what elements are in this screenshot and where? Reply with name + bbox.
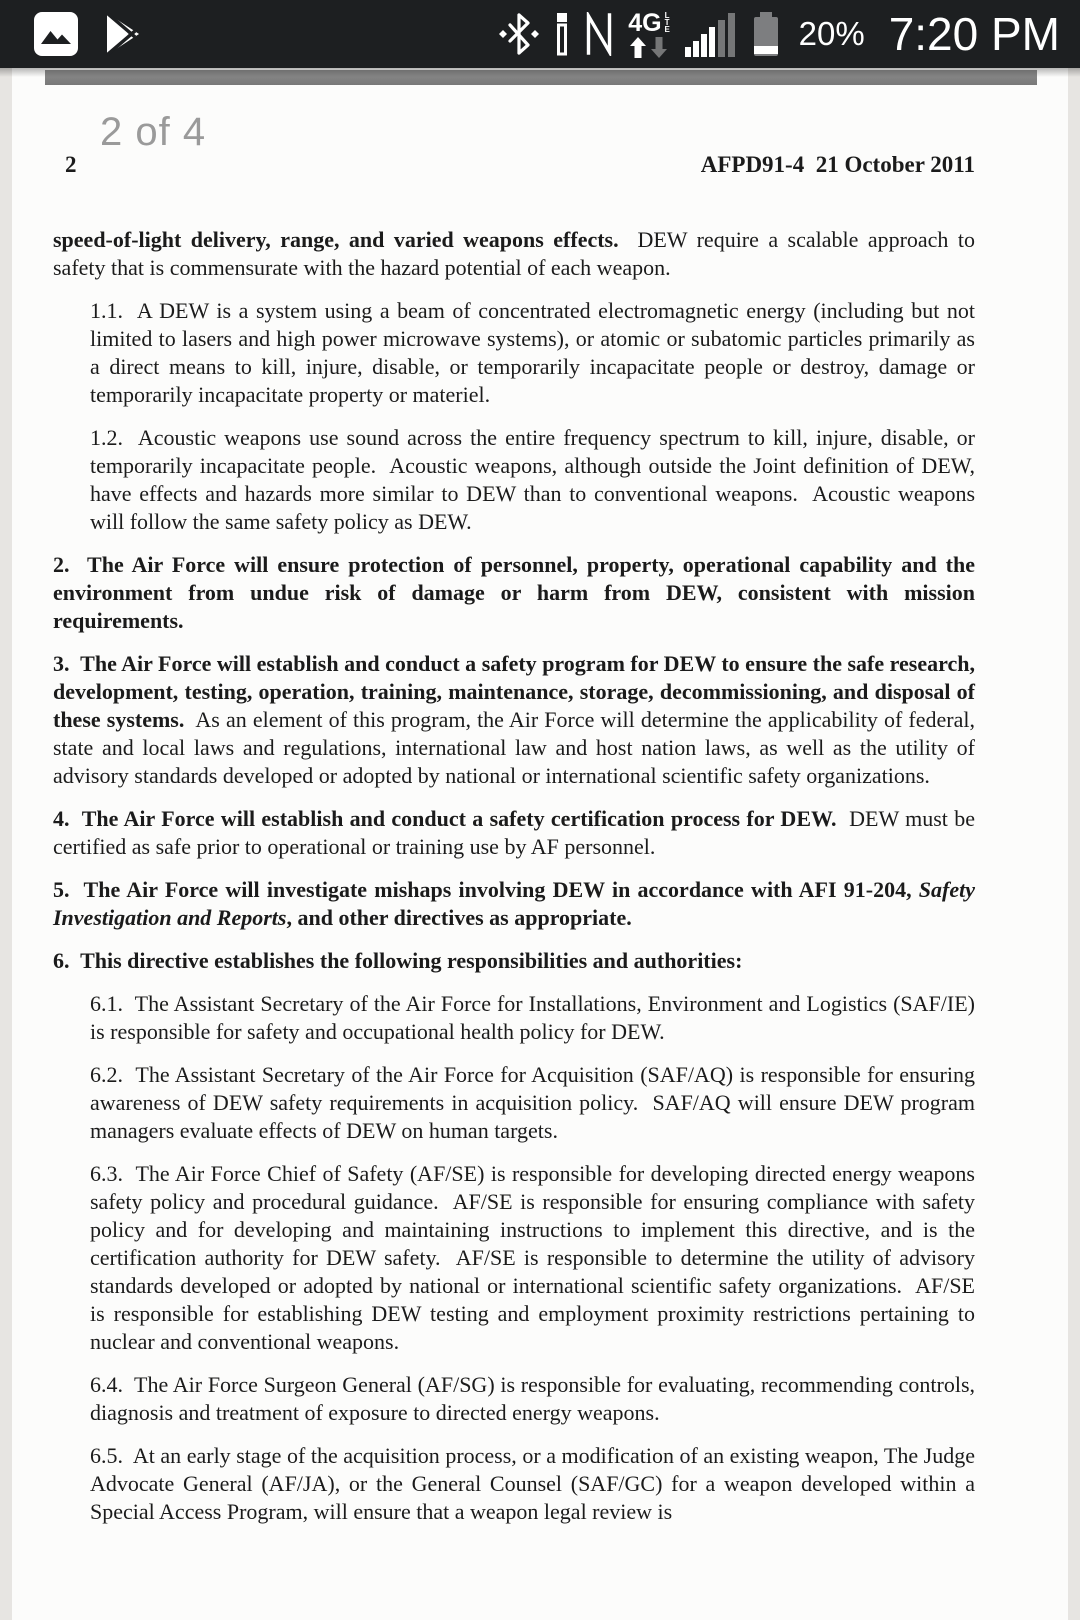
network-type-label: 4G	[628, 9, 662, 37]
document-page-number: 2	[65, 152, 77, 177]
page-indicator-overlay: 2 of 4	[100, 110, 207, 154]
page-top-edge-shadow	[45, 70, 1037, 85]
paragraph: 5. The Air Force will investigate mishaps involving DEW in accordance with AFI 91-204, Safety Investigation and Reports, and other directives as appropriate.	[53, 877, 981, 930]
network-type-indicator	[628, 11, 670, 59]
signal-strength-icon	[685, 11, 737, 57]
status-bar[interactable]	[0, 0, 1080, 68]
paragraph: speed-of-light delivery, range, and varied weapons effects. DEW require a scalable approach to safety that is commensurate with the hazard potential of each weapon.	[53, 227, 981, 280]
battery-percent-label: 20%	[798, 15, 865, 52]
paragraph: 6.3. The Air Force Chief of Safety (AF/SE) is responsible for developing directed energy weapons safety policy and procedural guidance. AF/SE is responsible for ensuring compliance with safety policy and for developing and maintaining instructions to implement this directive, and is the certification authority for DEW safety. AF/SE is responsible to determine the utility of advisory standards developed or adopted by national or international scientific safety organizations. AF/SE is responsible for establishing DEW testing and employment proximity restrictions pertaining to nuclear and conventional weapons.	[90, 1161, 981, 1354]
paragraph: 1.2. Acoustic weapons use sound across the entire frequency spectrum to kill, injure, disable, or temporarily incapacitate people. Acoustic weapons, although outside the Joint definition of DEW, have effects and hazards more similar to DEW than to conventional weapons. Acoustic weapons will follow the same safety policy as DEW.	[90, 425, 981, 534]
gallery-icon	[33, 11, 79, 57]
bluetooth-connected-icon	[498, 11, 540, 57]
paragraph: 1.1. A DEW is a system using a beam of concentrated electromagnetic energy (including but not limited to lasers and high power microwave systems), or atomic or subatomic particles primarily as a direct means to kill, injure, disable, or temporarily incapacitate people or destroy, damage or temporarily incapacitate property or materiel.	[90, 298, 981, 407]
paragraph: 6.1. The Assistant Secretary of the Air Force for Installations, Environment and Logistics (SAF/IE) is responsible for safety and occupational health policy for DEW.	[90, 991, 981, 1044]
status-bar-notification-icons	[33, 10, 147, 58]
mobile-data-arrows-icon	[628, 36, 670, 59]
pdf-viewer	[0, 68, 1080, 1620]
document-header-title: AFPD91-4 21 October 2011	[700, 152, 975, 177]
battery-icon	[751, 10, 781, 58]
nfc-icon	[584, 12, 614, 56]
play-store-icon	[101, 10, 147, 58]
document-page[interactable]	[12, 68, 1068, 1620]
paragraph: 6. This directive establishes the following responsibilities and authorities:	[53, 948, 743, 973]
document-content	[53, 150, 981, 1541]
paragraph: 6.4. The Air Force Surgeon General (AF/SG) is responsible for evaluating, recommending controls, diagnosis and treatment of exposure to directed energy weapons.	[90, 1372, 981, 1425]
paragraph: 6.5. At an early stage of the acquisition process, or a modification of an existing weapon, The Judge Advocate General (AF/JA), or the General Counsel (SAF/GC) for a weapon developed within a Special Access Program, will ensure that a weapon legal review is	[90, 1443, 981, 1524]
clock-label: 7:20 PM	[888, 8, 1060, 60]
paragraph: 6.2. The Assistant Secretary of the Air Force for Acquisition (SAF/AQ) is responsible for ensuring awareness of DEW safety requirements in acquisition policy. SAF/AQ will ensure DEW program managers evaluate effects of DEW on human targets.	[90, 1062, 981, 1143]
paragraph: 3. The Air Force will establish and conduct a safety program for DEW to ensure the safe research, development, testing, operation, training, maintenance, storage, decommissioning, and disposal of these systems. As an element of this program, the Air Force will determine the applicability of federal, state and local laws and regulations, international law and host nation laws, as well as the utility of advisory standards developed or adopted by national or international scientific safety organizations.	[53, 651, 981, 788]
paragraph: 2. The Air Force will ensure protection of personnel, property, operational capability and the environment from undue risk of damage or harm from DEW, consistent with mission requirements.	[53, 552, 981, 633]
paragraph: 4. The Air Force will establish and conduct a safety certification process for DEW. DEW must be certified as safe prior to operational or training use by AF personnel.	[53, 806, 981, 859]
stylus-icon	[554, 10, 570, 58]
network-subtype-label: LTE	[662, 11, 672, 32]
document-body	[53, 226, 981, 1526]
status-bar-system-icons	[498, 7, 1060, 61]
